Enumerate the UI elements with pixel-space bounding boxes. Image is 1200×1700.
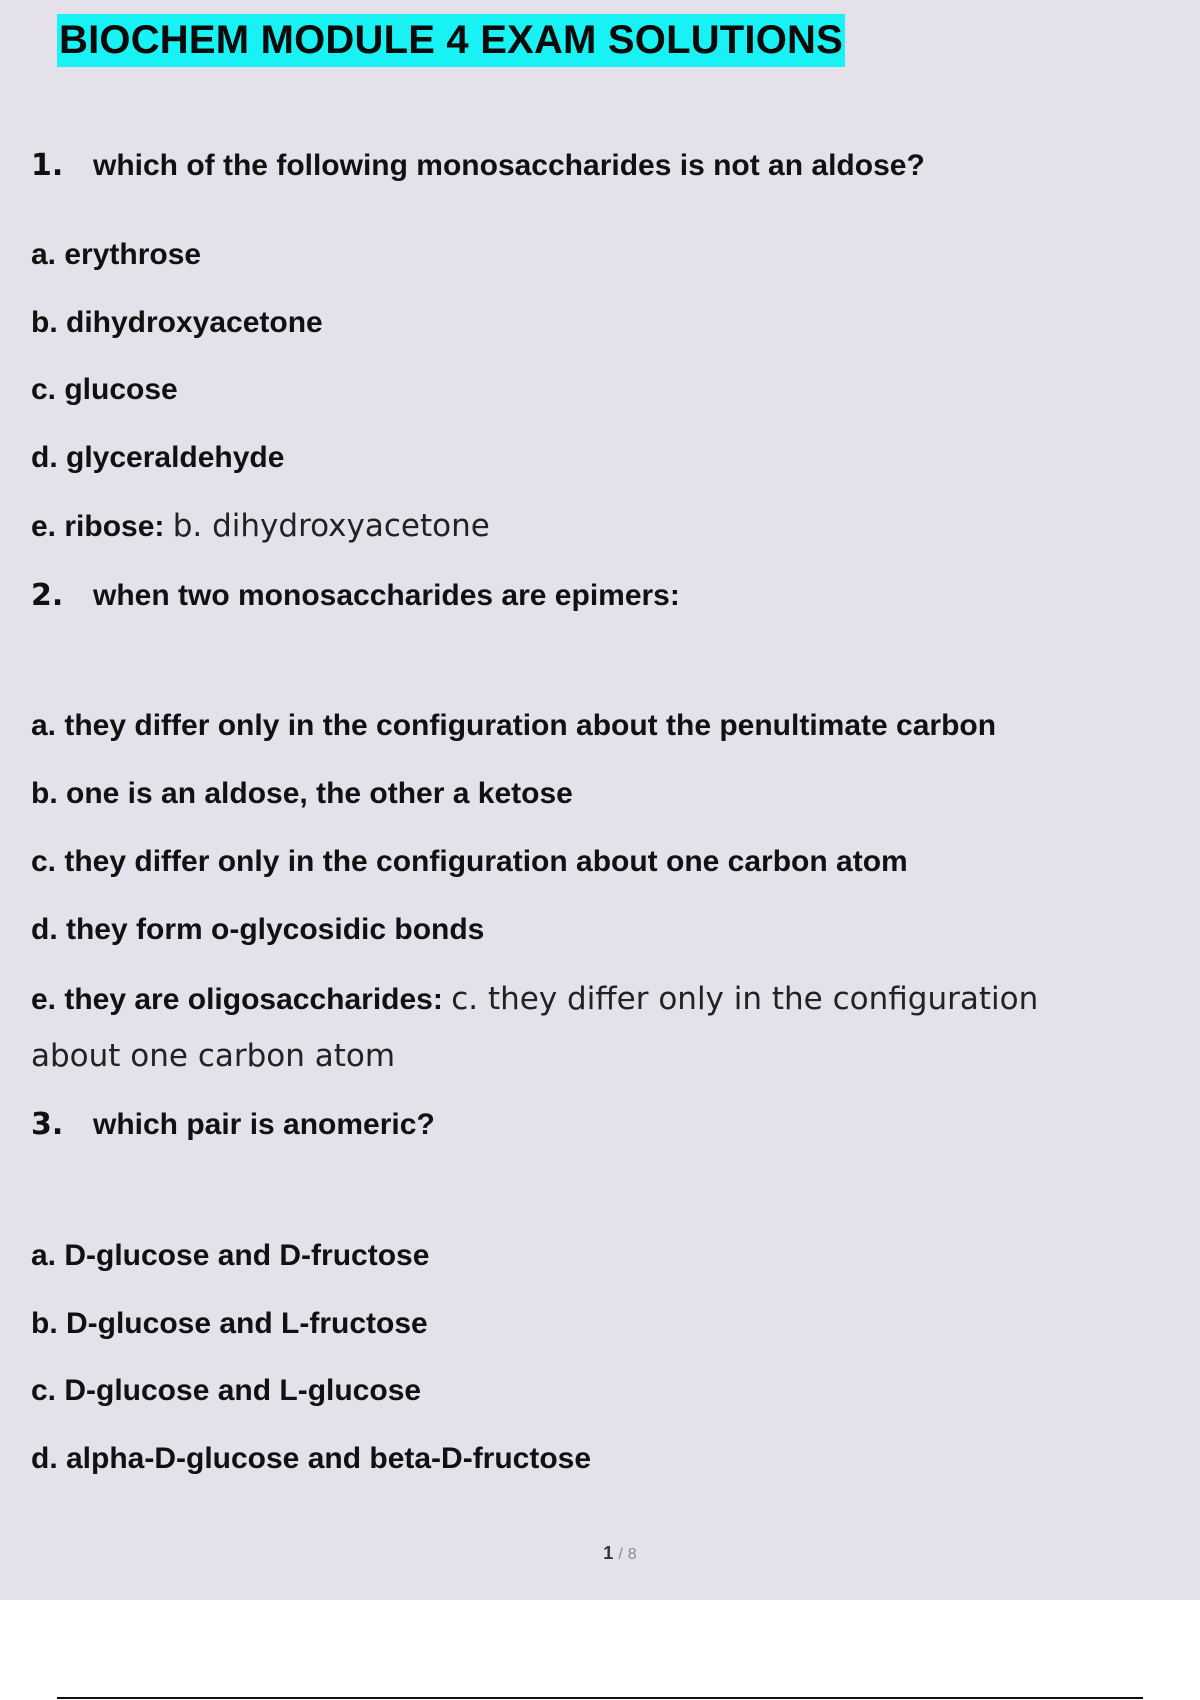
option-1b: b. dihydroxyacetone xyxy=(31,306,323,339)
option-3c: c. D-glucose and L-glucose xyxy=(31,1374,422,1407)
question-number: 2. xyxy=(31,578,64,613)
option-1c: c. glucose xyxy=(31,373,178,406)
option-2b: b. one is an aldose, the other a ketose xyxy=(31,777,573,810)
option-2c: c. they differ only in the configuration about one carbon atom xyxy=(31,845,908,878)
question-number: 3. xyxy=(31,1107,64,1142)
question-1 xyxy=(31,148,925,183)
question-text: when two monosaccharides are epimers: xyxy=(93,579,680,612)
option-2d: d. they form o-glycosidic bonds xyxy=(31,913,485,946)
question-text: which pair is anomeric? xyxy=(93,1108,435,1141)
page-indicator xyxy=(0,1543,1200,1564)
option-3a: a. D-glucose and D-fructose xyxy=(31,1239,430,1272)
answer-text: b. dihydroxyacetone xyxy=(172,508,490,544)
question-2 xyxy=(31,578,680,613)
page-total: 8 xyxy=(627,1546,637,1563)
page-current: 1 xyxy=(603,1543,614,1563)
option-2e xyxy=(31,981,1038,1017)
question-text: which of the following monosaccharides is not an aldose? xyxy=(93,149,925,182)
option-3b: b. D-glucose and L-fructose xyxy=(31,1307,428,1340)
option-2a: a. they differ only in the configuration about the penultimate carbon xyxy=(31,709,997,742)
option-1d: d. glyceraldehyde xyxy=(31,441,285,474)
answer-continuation: about one carbon atom xyxy=(31,1038,396,1074)
question-number: 1. xyxy=(31,148,64,183)
option-1e xyxy=(31,508,490,544)
question-3 xyxy=(31,1107,435,1142)
option-label: e. ribose: xyxy=(31,510,165,543)
option-1a: a. erythrose xyxy=(31,238,202,271)
answer-text: c. they differ only in the configuration xyxy=(451,981,1039,1017)
document-title: BIOCHEM MODULE 4 EXAM SOLUTIONS xyxy=(57,14,845,67)
page-separator: / xyxy=(618,1546,623,1563)
option-label: e. they are oligosaccharides: xyxy=(31,983,443,1016)
next-page-rule xyxy=(57,1697,1143,1699)
option-3d: d. alpha-D-glucose and beta-D-fructose xyxy=(31,1442,592,1475)
